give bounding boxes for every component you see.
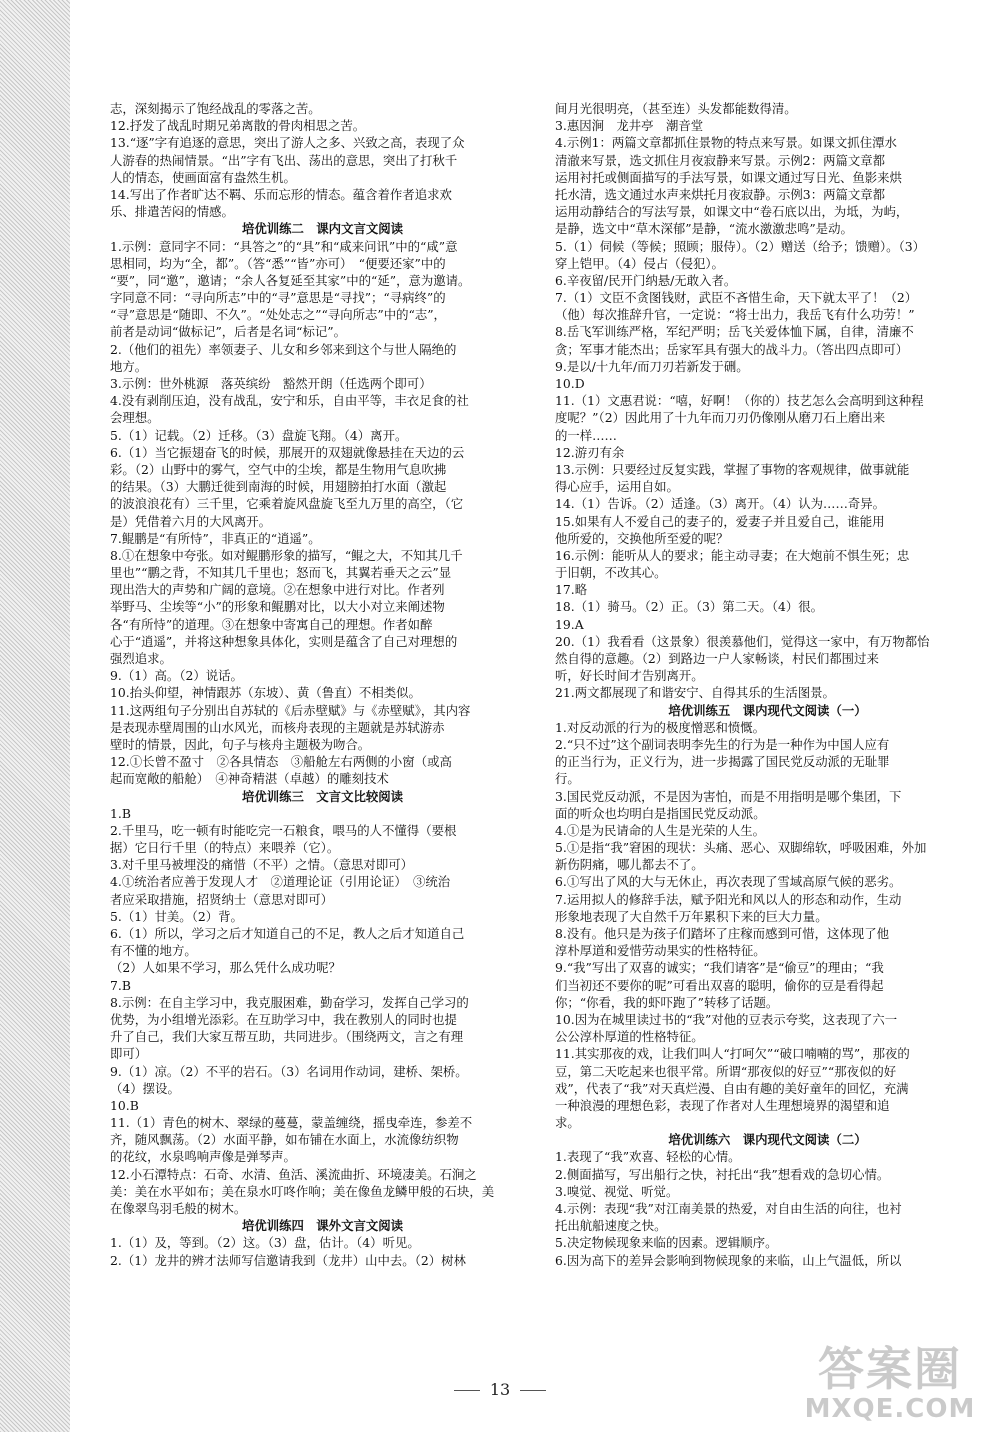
answer-line: 据）它日行千里（的特点）来喂养（它）。: [110, 840, 340, 856]
answer-line: 12.游刃有余: [555, 444, 625, 460]
answer-line: 会理想。: [110, 410, 160, 426]
answer-line: 们当初还不要你的呢”可看出双喜的聪明，偷你的豆是看得起: [555, 977, 884, 993]
answer-line: 听，好长时间才告别离开。: [555, 668, 704, 684]
answer-line: 7.运用拟人的修辞手法，赋予阳光和风以人的形态和动作，生动: [555, 891, 902, 907]
answer-line: 1.表现了“我”欢喜、轻松的心情。: [555, 1149, 741, 1165]
answer-line: 公公淳朴厚道的性格特征。: [555, 1029, 704, 1045]
answer-line: 3.示例：世外桃源 落英缤纷 豁然开朗（任选两个即可）: [110, 376, 432, 391]
answer-line: 8.①在想象中夸张。如对鲲鹏形象的描写，“鲲之大，不知其几千: [110, 547, 463, 563]
answer-line: 运用衬托或侧面描写的手法写景，如课文通过写日光、鱼影来烘: [555, 169, 902, 185]
answer-line: 10.抬头仰望，神情跟苏（东坡）、黄（鲁直）不相类似。: [110, 685, 421, 701]
answer-line: 间月光很明亮，（甚至连）头发都能数得清。: [555, 101, 797, 116]
answer-line: 2.侧面描写，写出船行之快，衬托出“我”想看戏的急切心情。: [555, 1166, 890, 1182]
answer-line: 求。: [555, 1115, 580, 1131]
answer-line: 3.国民党反动派，不是因为害怕，而是不用指明是哪个集团，下: [555, 788, 902, 804]
watermark-logo: [790, 1344, 990, 1424]
answer-line: 乐、排遣苦闷的情感。: [110, 204, 234, 220]
answer-line: “要”，同“邀”，邀请；“余人各复延至其家”中的“延”，意为邀请。: [110, 272, 471, 288]
answer-line: 5.（1）记载。（2）迁移。（3）盘旋飞翔。（4）离开。: [110, 427, 408, 443]
answer-line: 21.两文都展现了和谐安宁、自得其乐的生活图景。: [555, 685, 835, 701]
answer-line: 13.示例：只要经过反复实践，掌握了事物的客观规律，做事就能: [555, 461, 910, 477]
answer-line: 2.（1）龙井的辨才法师写信邀请我到（龙井）山中去。（2）树林: [110, 1252, 466, 1268]
answer-line: 有不懂的地方。: [110, 943, 197, 959]
answer-line: 然自得的意趣。（2）到路边一户人家畅谈，村民们都围过来: [555, 651, 879, 666]
answer-line: 2.千里马，吃一顿有时能吃完一石粮食，喂马的人不懂得（要根: [110, 822, 457, 838]
answer-line: 的花纹，水泉鸣响声像是弹琴声。: [110, 1149, 296, 1165]
right-column: [555, 100, 980, 1380]
answer-line: 淳朴厚道和爱惜劳动果实的性格特征。: [555, 943, 766, 959]
answer-line: 得心应手，运用自如。: [555, 479, 679, 495]
answer-line: 人的情态，使画面富有盎然生机。: [110, 169, 296, 185]
answer-line: （2）人如果不学习，那么凭什么成功呢？: [110, 960, 341, 976]
answer-line: 11.（1）青色的树木、翠绿的蔓蔓，蒙盖缠绕，摇曳牵连，参差不: [110, 1115, 473, 1131]
answer-line: 4.①统治者应善于发现人才 ②道理论证（引用论证） ③统治: [110, 874, 451, 890]
answer-line: 7.B: [110, 977, 131, 993]
answer-line: 托出航船速度之快。: [555, 1218, 667, 1234]
answer-line: 彩。（2）山野中的雾气，空气中的尘埃，都是生物用气息吹拂: [110, 461, 447, 477]
answer-line: 戏”，代表了“我”对天真烂漫、自由有趣的美好童年的回忆，充满: [555, 1080, 909, 1096]
answer-line: 17.略: [555, 582, 588, 598]
answer-line: 7.（1）文臣不贪图钱财，武臣不吝惜生命，天下就太平了！（2）: [555, 290, 918, 306]
answer-line: 6.因为高下的差异会影响到物候现象的来临，山上气温低，所以: [555, 1252, 902, 1268]
answer-line: 美：美在水平如布；美在泉水叮咚作响；美在像鱼龙鳞甲般的石块，美: [110, 1183, 495, 1199]
answer-line: 9.（1）凉。（2）不平的岩石。（3）名词用作动词，建桥、架桥。: [110, 1063, 468, 1079]
answer-line: 12.①长曾不盈寸 ②各具情态 ③船舱左右两侧的小窗（或高: [110, 754, 452, 770]
answer-line: 运用动静结合的写法写景，如课文中“卷石底以出，为坻，为屿，: [555, 204, 909, 220]
answer-line: 里也”“鹏之背，不知其几千里也；怒而飞，其翼若垂天之云”显: [110, 565, 452, 581]
answer-line: 9.（1）高。（2）说话。: [110, 668, 243, 684]
answer-line: 19.A: [555, 616, 584, 632]
answer-line: 14.写出了作者旷达不羁、乐而忘形的情态。蕴含着作者追求欢: [110, 186, 452, 202]
answer-line: 3.嗅觉、视觉、听觉。: [555, 1183, 679, 1199]
answer-line: 15.如果有人不爱自己的妻子的，爱妻子并且爱自己，谁能用: [555, 513, 885, 529]
answer-line: 8.示例：在自主学习中，我克服困难，勤奋学习，发挥自己学习的: [110, 994, 469, 1010]
answer-line: 行。: [555, 771, 580, 787]
answer-line: 的波浪浪花有）三千里，它乘着旋风盘旋飞至九万里的高空，（它: [110, 496, 464, 512]
answer-line: 8.没有。他只是为孩子们踏坏了庄稼而感到可惜，这体现了他: [555, 926, 889, 941]
answer-line: 3.对千里马被埋没的痛惜（不平）之情。（意思对即可）: [110, 857, 413, 873]
answer-line: 9.“我”写出了双喜的诚实；“我们请客”是“偷豆”的理由；“我: [555, 960, 884, 976]
section-heading: 培优训练三 文言文比较阅读: [241, 788, 404, 804]
answer-line: 20.（1）我看看（这景象）很羡慕他们，觉得这一家中，有万物都怡: [555, 633, 930, 649]
answer-line: 10.因为在城里读过书的“我”对他的豆表示夸奖，这表现了六一: [555, 1011, 898, 1027]
answer-line: 5.决定物候现象来临的因素。逻辑顺序。: [555, 1235, 778, 1251]
answer-line: 8.岳飞军训练严格，军纪严明；岳飞关爱体恤下属，自律，清廉不: [555, 324, 914, 340]
answer-line: 1.（1）及，等到。（2）这。（3）盘，估计。（4）听见。: [110, 1235, 420, 1251]
answer-line: 7.鲲鹏是“有所恃”，非真正的“逍遥”。: [110, 530, 321, 546]
answer-line: 1.B: [110, 805, 131, 821]
watermark-url: MXQE.COM: [804, 1394, 976, 1424]
answer-line: 2.“只不过”这个副词表明李先生的行为是一种作为中国人应有: [555, 736, 890, 752]
answer-line: （他）每次推辞升官，一定说：“将士出力，我岳飞有什么功劳！”: [555, 307, 915, 323]
answer-line: 现出浩大的声势和广阔的意境。②在想象中进行对比。作者列: [110, 582, 445, 598]
answer-line: 新伤阴痛，哪儿都去不了。: [555, 857, 704, 873]
answer-line: 12.抒发了战乱时期兄弟离散的骨肉相思之苦。: [110, 118, 366, 134]
answer-line: 志，深刻揭示了饱经战乱的零落之苦。: [110, 101, 321, 116]
answer-line: 18.（1）骑马。（2）正。（3）第二天。（4）很。: [555, 599, 824, 615]
answer-line: 你；“你看，我的虾吓跑了”转移了话题。: [555, 994, 779, 1010]
answer-line: 清澈来写景，选文抓住月夜寂静来写景。示例2：两篇文章都: [555, 152, 886, 168]
answer-line: 齐，随风飘荡。（2）水面平静，如布铺在水面上，水流像纺织物: [110, 1132, 459, 1148]
answer-line: 起而宽敞的船舱） ④神奇精湛（卓越）的雕刻技术: [110, 771, 389, 787]
answer-line: 穿上铠甲。（4）侵占（侵犯）。: [555, 255, 724, 271]
answer-line: 12.小石潭特点：石奇、水清、鱼活、溪流曲折、环境凄美。石涧之: [110, 1166, 477, 1182]
answer-line: 9.是以/十九年/而刀刃若新发于硎。: [555, 358, 749, 374]
answer-line: 的正当行为，正义行为，进一步揭露了国民党反动派的无耻罪: [555, 754, 890, 770]
answer-line: 6.辛夜留/民开门纳悬/无敢入者。: [555, 272, 737, 288]
answer-line: 10.D: [555, 376, 585, 391]
answer-line: 强烈追求。: [110, 651, 172, 666]
answer-line: 即可）: [110, 1046, 148, 1062]
section-heading: 培优训练六 课内现代文阅读（二）: [668, 1132, 867, 1148]
section-heading: 培优训练二 课内文言文阅读: [241, 221, 404, 237]
answer-line: 心于“逍遥”，并将这种想象具体化，实则是蕴含了自己对理想的: [110, 633, 458, 649]
answer-line: 各“有所恃”的道理。③在想象中寄寓自己的理想。作者如醉: [110, 616, 433, 632]
answer-line: 6.①写出了风的大与无休止，再次表现了雪域高原气候的恶劣。: [555, 874, 902, 890]
answer-line: 是）凭借着六月的大风离开。: [110, 513, 272, 529]
watermark-logo-text: 答案圈: [818, 1342, 962, 1396]
answer-line: 前者是动词“做标记”，后者是名词“标记”。: [110, 324, 346, 340]
answer-line: 字同意不同：“寻向所志”中的“寻”意思是“寻找”；“寻病终”的: [110, 290, 446, 306]
answer-line: 升了自己，我们大家互帮互助，共同进步。（围绕两文，言之有理: [110, 1029, 464, 1045]
answer-line: 贪；军事才能杰出；岳家军具有强大的战斗力。（答出四点即可）: [555, 341, 909, 357]
answer-line: 6.（1）所以，学习之后才知道自己的不足，教人之后才知道自己: [110, 926, 465, 941]
left-column: [110, 100, 535, 1380]
answer-line: “寻”意思是“随即、不久”。“处处志之”“寻向所志”中的“志”，: [110, 307, 446, 323]
answer-line: 的一样……: [555, 427, 617, 443]
answer-line: 在像翠鸟羽毛般的树木。: [110, 1201, 247, 1216]
section-heading: 培优训练五 课内现代文阅读（一）: [668, 702, 867, 718]
answer-line: 地方。: [110, 358, 148, 374]
answer-line: 优势，为小组增光添彩。在互助学习中，我在教别人的同时也提: [110, 1011, 457, 1027]
answer-line: 2.（他们的祖先）率领妻子、儿女和乡邻来到这个与世人隔绝的: [110, 341, 457, 357]
answer-line: 10.B: [110, 1097, 139, 1113]
answer-line: 5.（1）伺候（等候；照顾；服侍）。（2）赠送（给予；馈赠）。（3）: [555, 238, 925, 254]
answer-line: 面的听众也均明白是指国民党反动派。: [555, 805, 766, 821]
answer-line: 是静，选文中“草木深郁”是静，“流水激激悲鸣”是动。: [555, 221, 853, 237]
answer-line: 4.示例：表现“我”对江南美景的热爱，对自由生活的向往，也衬: [555, 1201, 902, 1216]
section-heading: 培优训练四 课外文言文阅读: [241, 1218, 404, 1234]
answer-line: 4.没有剥削压迫，没有战乱，安宁和乐，自由平等，丰衣足食的社: [110, 393, 469, 409]
answer-line: 1.示例：意同字不同：“具答之”的“具”和“咸来问讯”中的“咸”意: [110, 238, 458, 254]
answer-line: 4.①是为民请命的人生是光荣的人生。: [555, 822, 766, 838]
page-number: 13: [0, 1380, 1000, 1399]
answer-line: 一种浪漫的理想色彩，表现了作者对人生理想境界的渴望和追: [555, 1097, 890, 1113]
answer-line: 他所爱的，交换他所至爱的呢？: [555, 530, 729, 546]
answer-line: 于旧朝，不改其心。: [555, 565, 667, 581]
answer-line: 5.（1）甘美。（2）背。: [110, 908, 243, 924]
answer-line: 11.（1）文惠君说：“嘻，好啊！（你的）技艺怎么会高明到这种程: [555, 393, 924, 409]
scan-edge-shadow: [0, 0, 70, 1432]
answer-line: 壁时的情景，因此，句子与核舟主题极为吻合。: [110, 736, 371, 752]
answer-line: 的结果。（3）大鹏迁徙到南海的时候，用翅膀拍打水面（激起: [110, 479, 447, 495]
answer-line: 1.对反动派的行为的极度憎恶和愤慨。: [555, 719, 766, 735]
answer-line: 者应采取措施，招贤纳士（意思对即可）: [110, 891, 334, 907]
answer-line: 托水清，选文通过水声来烘托月夜寂静。示例3：两篇文章都: [555, 186, 886, 202]
answer-line: 6.（1）当它振翅奋飞的时候，那展开的双翅就像悬挂在天边的云: [110, 444, 465, 460]
answer-line: 11.这两组句子分别出自苏轼的《后赤壁赋》与《赤壁赋》，其内容: [110, 702, 471, 718]
answer-line: 13.“逐”字有追逐的意思，突出了游人之多、兴致之高，表现了众: [110, 135, 465, 151]
answer-line: 16.示例：能听从人的要求；能主动寻妻；在大炮前不惧生死；忠: [555, 547, 910, 563]
answer-line: 5.①是指“我”窘困的现状：头痛、恶心、双脚绵软，呼吸困难，外加: [555, 840, 927, 856]
answer-line: 11.其实那夜的戏，让我们叫人“打呵欠”“破口喃喃的骂”，那夜的: [555, 1046, 910, 1062]
answer-line: 是表现赤壁周围的山水风光，而核舟表现的主题就是苏轼游赤: [110, 719, 445, 735]
answer-line: 豆，第二天吃起来也很平常。所谓“那夜似的好豆”“那夜似的好: [555, 1063, 897, 1079]
answer-line: 形象地表现了大自然千万年累积下来的巨大力量。: [555, 908, 828, 924]
answer-line: 思相同，均为“全，都”。（答“悉”“皆”亦可） “便要还家”中的: [110, 255, 446, 271]
answer-line: 3.惠因涧 龙井亭 潮音堂: [555, 118, 704, 134]
answer-line: 4.示例1：两篇文章都抓住景物的特点来写景。如课文抓住潭水: [555, 135, 897, 151]
answer-line: 人游春的热闹情景。“出”字有飞出、荡出的意思，突出了打秋千: [110, 152, 458, 168]
answer-line: 度呢？”（2）因此用了十九年而刀刃仍像刚从磨刀石上磨出来: [555, 410, 886, 426]
answer-line: （4）摆设。: [110, 1080, 180, 1096]
answer-line: 14.（1）告诉。（2）适逢。（3）离开。（4）认为……奇异。: [555, 496, 886, 512]
answer-line: 举野马、尘埃等“小”的形象和鲲鹏对比，以大小对立来阐述物: [110, 599, 445, 615]
answer-page: [110, 100, 980, 1380]
